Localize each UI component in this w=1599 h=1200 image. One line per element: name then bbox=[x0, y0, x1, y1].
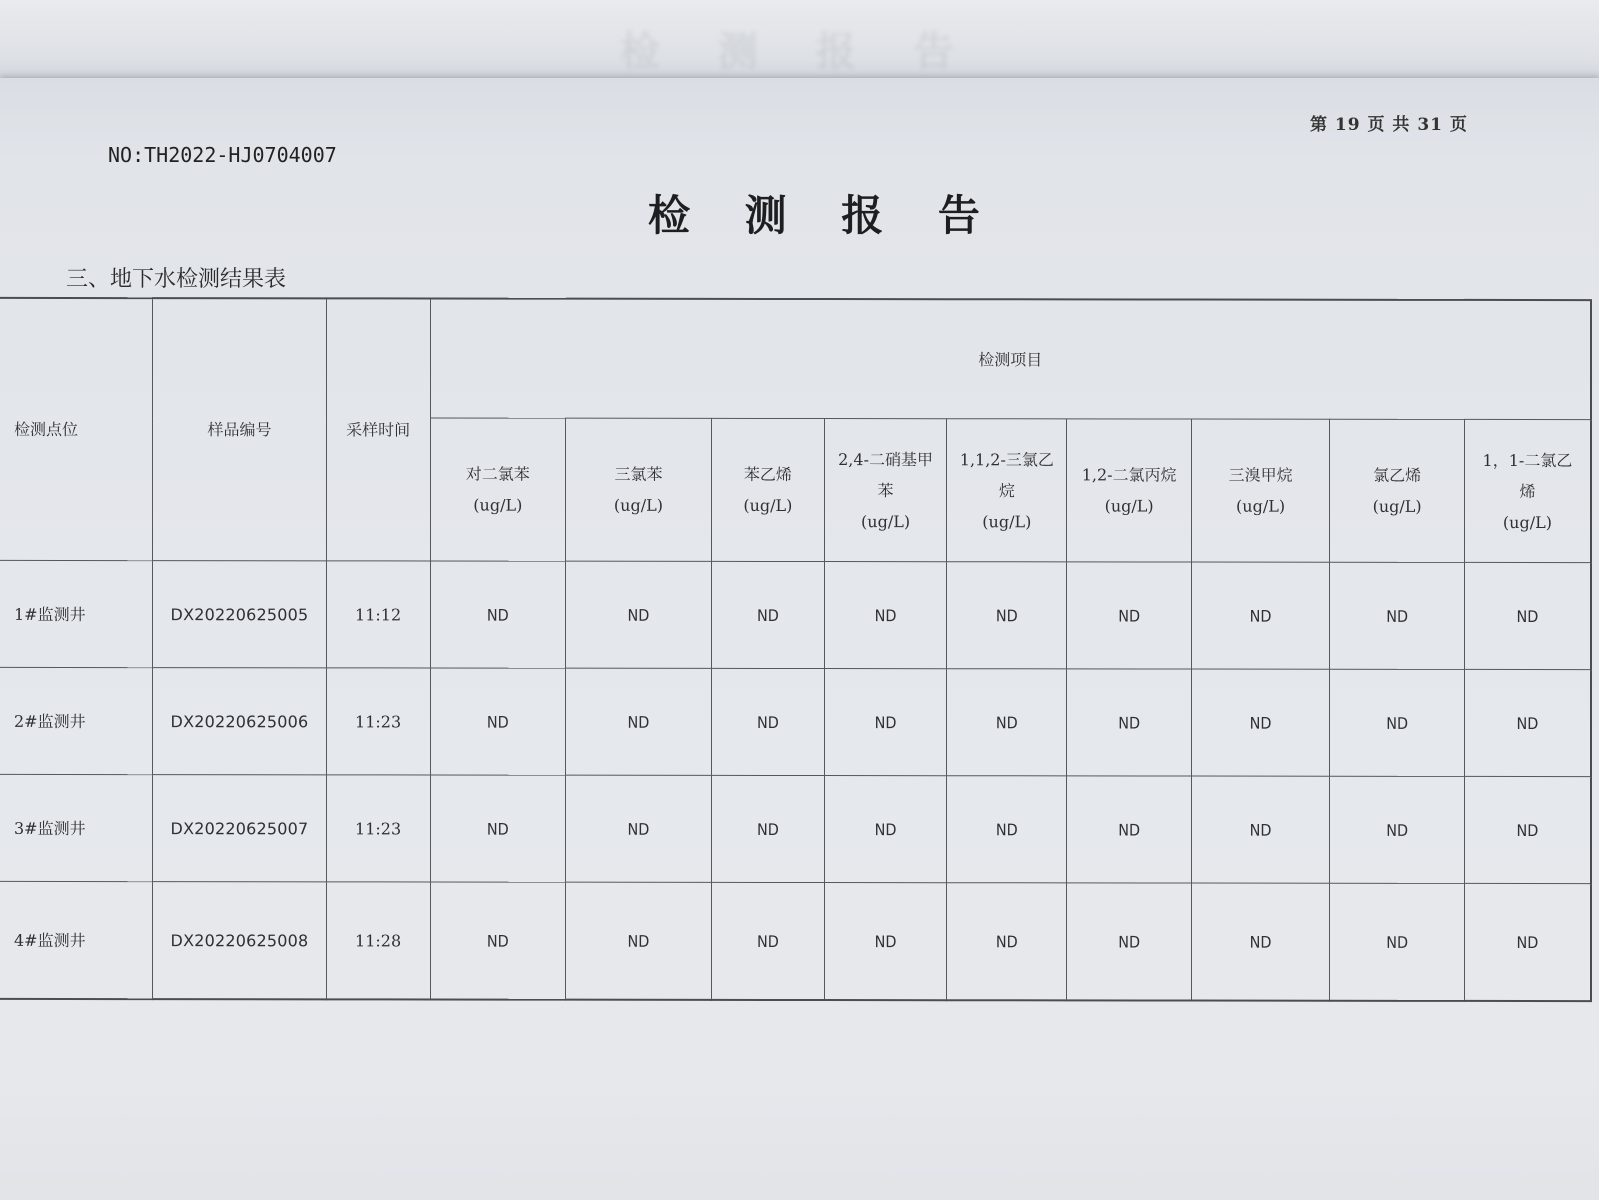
section-title: 三、地下水检测结果表 bbox=[66, 267, 287, 292]
header-location: 检测点位 bbox=[0, 298, 153, 561]
header-sample-id: 样品编号 bbox=[153, 298, 326, 561]
cell-sample-time: 11:28 bbox=[326, 882, 430, 1000]
cell-result: ND bbox=[1191, 562, 1330, 669]
table-row bbox=[0, 560, 1591, 669]
cell-result: ND bbox=[947, 776, 1067, 883]
cell-result: ND bbox=[1464, 883, 1591, 1001]
item-unit: (ug/L) bbox=[1104, 496, 1154, 516]
cell-result: ND bbox=[947, 669, 1067, 776]
background-page-edge bbox=[0, 0, 1599, 82]
item-name: 三氯苯 bbox=[614, 464, 663, 484]
cell-result: ND bbox=[711, 561, 824, 668]
cell-location: 2#监测井 bbox=[0, 667, 153, 774]
cell-location: 4#监测井 bbox=[0, 881, 153, 999]
cell-result: ND bbox=[430, 882, 566, 1000]
cell-result: ND bbox=[711, 882, 824, 1000]
header-item bbox=[711, 418, 824, 561]
cell-result: ND bbox=[947, 562, 1067, 669]
cell-sample-time: 11:23 bbox=[326, 775, 430, 882]
table-row bbox=[0, 881, 1591, 1001]
item-name: 1,1,2-三氯乙烷 bbox=[959, 449, 1054, 500]
bleed-through-text: 检 测 报 告 bbox=[620, 28, 976, 75]
item-unit: (ug/L) bbox=[743, 495, 793, 515]
header-sample-time: 采样时间 bbox=[326, 298, 430, 561]
cell-result: ND bbox=[711, 775, 824, 882]
item-name: 氯乙烯 bbox=[1373, 465, 1422, 485]
cell-result: ND bbox=[1330, 883, 1465, 1001]
cell-result: ND bbox=[1464, 562, 1591, 669]
cell-result: ND bbox=[430, 775, 566, 882]
cell-sample-time: 11:23 bbox=[326, 668, 430, 775]
cell-result: ND bbox=[947, 883, 1067, 1001]
item-name: 2,4-二硝基甲苯 bbox=[838, 449, 933, 500]
cell-sample-id: DX20220625005 bbox=[153, 561, 326, 668]
item-name: 1,2-二氯丙烷 bbox=[1081, 465, 1177, 485]
item-name: 苯乙烯 bbox=[743, 464, 792, 484]
cell-result: ND bbox=[1191, 669, 1330, 776]
table-row bbox=[0, 774, 1591, 883]
cell-result: ND bbox=[824, 562, 946, 669]
groundwater-results-table bbox=[0, 297, 1592, 1002]
cell-result: ND bbox=[1330, 776, 1465, 883]
header-item bbox=[1330, 419, 1465, 562]
cell-result: ND bbox=[430, 668, 566, 775]
cell-result: ND bbox=[1067, 669, 1191, 776]
report-title: 检 测 报 告 bbox=[648, 191, 1000, 240]
item-name: 对二氯苯 bbox=[465, 464, 530, 484]
header-item bbox=[566, 418, 712, 561]
item-unit: (ug/L) bbox=[613, 495, 663, 515]
cell-result: ND bbox=[566, 775, 712, 882]
cell-result: ND bbox=[1067, 562, 1191, 669]
cell-location: 1#监测井 bbox=[0, 560, 153, 667]
item-name: 1，1-二氯乙烯 bbox=[1482, 450, 1573, 501]
page-shadow bbox=[0, 1060, 1599, 1200]
cell-result: ND bbox=[824, 776, 946, 883]
cell-result: ND bbox=[1330, 562, 1465, 669]
cell-result: ND bbox=[711, 668, 824, 775]
item-name: 三溴甲烷 bbox=[1228, 465, 1293, 485]
header-item bbox=[824, 419, 946, 562]
header-item bbox=[430, 418, 566, 561]
cell-result: ND bbox=[566, 882, 712, 1000]
header-item bbox=[947, 419, 1067, 562]
item-unit: (ug/L) bbox=[1372, 496, 1422, 516]
item-unit: (ug/L) bbox=[982, 511, 1032, 531]
header-item bbox=[1464, 419, 1591, 562]
header-item bbox=[1191, 419, 1330, 562]
page-number: 第 19 页 共 31 页 bbox=[1310, 115, 1468, 135]
table-header-row bbox=[0, 298, 1591, 420]
item-unit: (ug/L) bbox=[473, 495, 523, 515]
item-unit: (ug/L) bbox=[1236, 496, 1286, 516]
cell-result: ND bbox=[566, 561, 712, 668]
item-unit: (ug/L) bbox=[861, 511, 911, 531]
cell-result: ND bbox=[1330, 669, 1465, 776]
table-row bbox=[0, 667, 1591, 776]
cell-result: ND bbox=[1067, 776, 1191, 883]
header-test-items: 检测项目 bbox=[430, 298, 1591, 419]
cell-result: ND bbox=[824, 883, 946, 1001]
report-number: NO:TH2022-HJ0704007 bbox=[108, 143, 337, 167]
cell-result: ND bbox=[824, 669, 946, 776]
cell-result: ND bbox=[1464, 776, 1591, 883]
cell-sample-id: DX20220625007 bbox=[153, 775, 326, 882]
cell-location: 3#监测井 bbox=[0, 774, 153, 881]
cell-result: ND bbox=[1191, 776, 1330, 883]
cell-result: ND bbox=[1067, 883, 1191, 1001]
cell-result: ND bbox=[566, 668, 712, 775]
cell-result: ND bbox=[1464, 669, 1591, 776]
cell-sample-id: DX20220625006 bbox=[153, 668, 326, 775]
cell-sample-time: 11:12 bbox=[326, 561, 430, 668]
cell-result: ND bbox=[430, 561, 566, 668]
cell-result: ND bbox=[1191, 883, 1330, 1001]
item-unit: (ug/L) bbox=[1502, 512, 1552, 532]
header-item bbox=[1067, 419, 1191, 562]
cell-sample-id: DX20220625008 bbox=[153, 882, 326, 1000]
